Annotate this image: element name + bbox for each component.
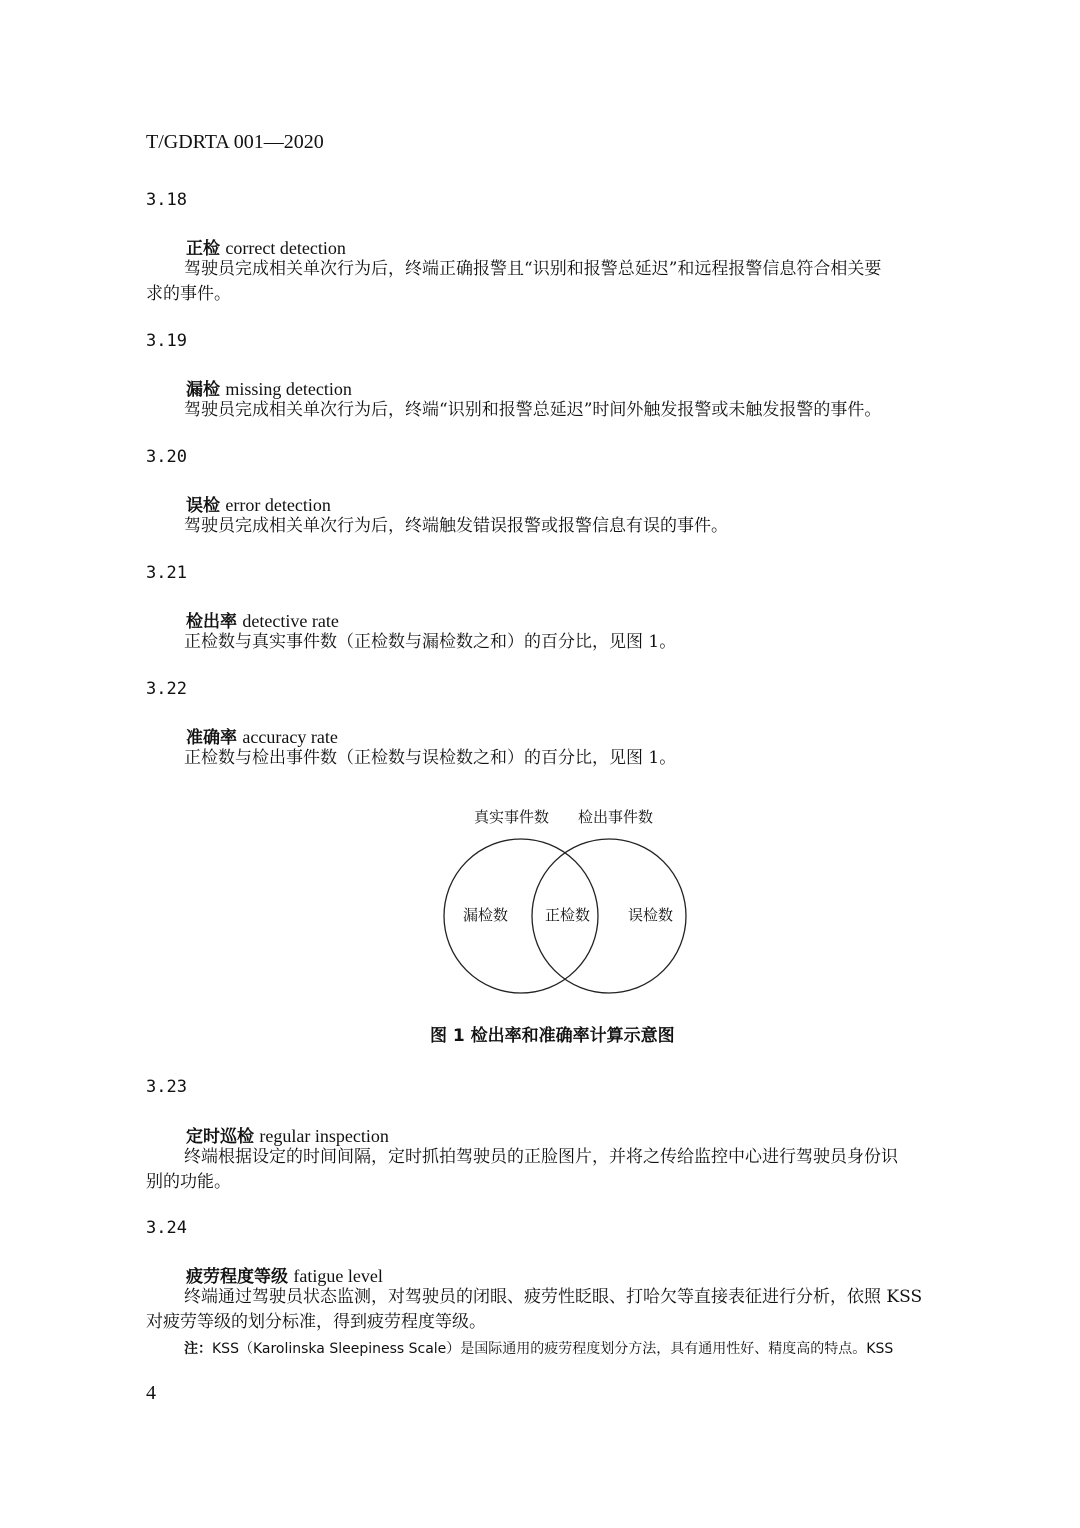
venn-intersection-label: 正检数 — [545, 906, 591, 924]
definition-line: 正检数与检出事件数（正检数与误检数之和）的百分比，见图 1。 — [184, 748, 677, 768]
term-heading — [186, 723, 338, 748]
venn-right-only-label: 误检数 — [628, 906, 674, 924]
definition-line: 终端通过驾驶员状态监测，对驾驶员的闭眼、疲劳性眨眼、打哈欠等直接表征进行分析，依照 KSS — [184, 1287, 923, 1307]
clause-number: 3.19 — [146, 331, 187, 351]
definition-line: 驾驶员完成相关单次行为后，终端“识别和报警总延迟”时间外触发报警或未触发报警的事件。 — [184, 400, 882, 420]
clause-number: 3.22 — [146, 679, 187, 699]
note-text: KSS（Karolinska Sleepiness Scale）是国际通用的疲劳程度划分方法，具有通用性好、精度高的特点。KSS — [212, 1341, 894, 1357]
term-heading — [186, 607, 339, 632]
definition-line: 正检数与真实事件数（正检数与漏检数之和）的百分比，见图 1。 — [184, 632, 677, 652]
term-cn: 正检 — [186, 239, 220, 259]
venn-left-only-label: 漏检数 — [463, 906, 509, 924]
clause-number: 3.23 — [146, 1077, 187, 1097]
term-en: correct detection — [225, 238, 346, 258]
clause-number: 3.24 — [146, 1218, 187, 1238]
term-en: detective rate — [242, 611, 339, 631]
definition-line: 终端根据设定的时间间隔，定时抓拍驾驶员的正脸图片，并将之传给监控中心进行驾驶员身份识 — [184, 1147, 898, 1167]
term-heading — [186, 1122, 389, 1147]
venn-right-set-label: 检出事件数 — [578, 808, 654, 826]
note — [184, 1338, 893, 1358]
term-en: error detection — [225, 495, 331, 515]
definition-line: 别的功能。 — [146, 1172, 231, 1192]
term-en: fatigue level — [293, 1266, 383, 1286]
clause-number: 3.18 — [146, 190, 187, 210]
venn-left-set-label: 真实事件数 — [474, 808, 550, 826]
definition-line: 驾驶员完成相关单次行为后，终端正确报警且“识别和报警总延迟”和远程报警信息符合相关要 — [184, 259, 882, 279]
term-cn: 定时巡检 — [186, 1127, 254, 1147]
definition-line: 求的事件。 — [146, 284, 231, 304]
clause-number: 3.21 — [146, 563, 187, 583]
standard-number: T/GDRTA 001—2020 — [146, 131, 324, 153]
term-en: regular inspection — [259, 1126, 389, 1146]
term-heading — [186, 234, 346, 259]
page-number: 4 — [146, 1382, 156, 1404]
term-heading — [186, 375, 352, 400]
term-cn: 误检 — [186, 496, 220, 516]
term-cn: 检出率 — [186, 612, 237, 632]
term-en: accuracy rate — [242, 727, 338, 747]
definition-line: 驾驶员完成相关单次行为后，终端触发错误报警或报警信息有误的事件。 — [184, 516, 728, 536]
term-heading — [186, 491, 331, 516]
clause-number: 3.20 — [146, 447, 187, 467]
note-label: 注： — [184, 1341, 212, 1357]
term-cn: 漏检 — [186, 380, 220, 400]
definition-line: 对疲劳等级的划分标准，得到疲劳程度等级。 — [146, 1312, 486, 1332]
term-en: missing detection — [225, 379, 352, 399]
term-cn: 准确率 — [186, 728, 237, 748]
figure-caption: 图 1 检出率和准确率计算示意图 — [430, 1026, 675, 1046]
term-cn: 疲劳程度等级 — [186, 1267, 288, 1287]
term-heading — [186, 1262, 383, 1287]
